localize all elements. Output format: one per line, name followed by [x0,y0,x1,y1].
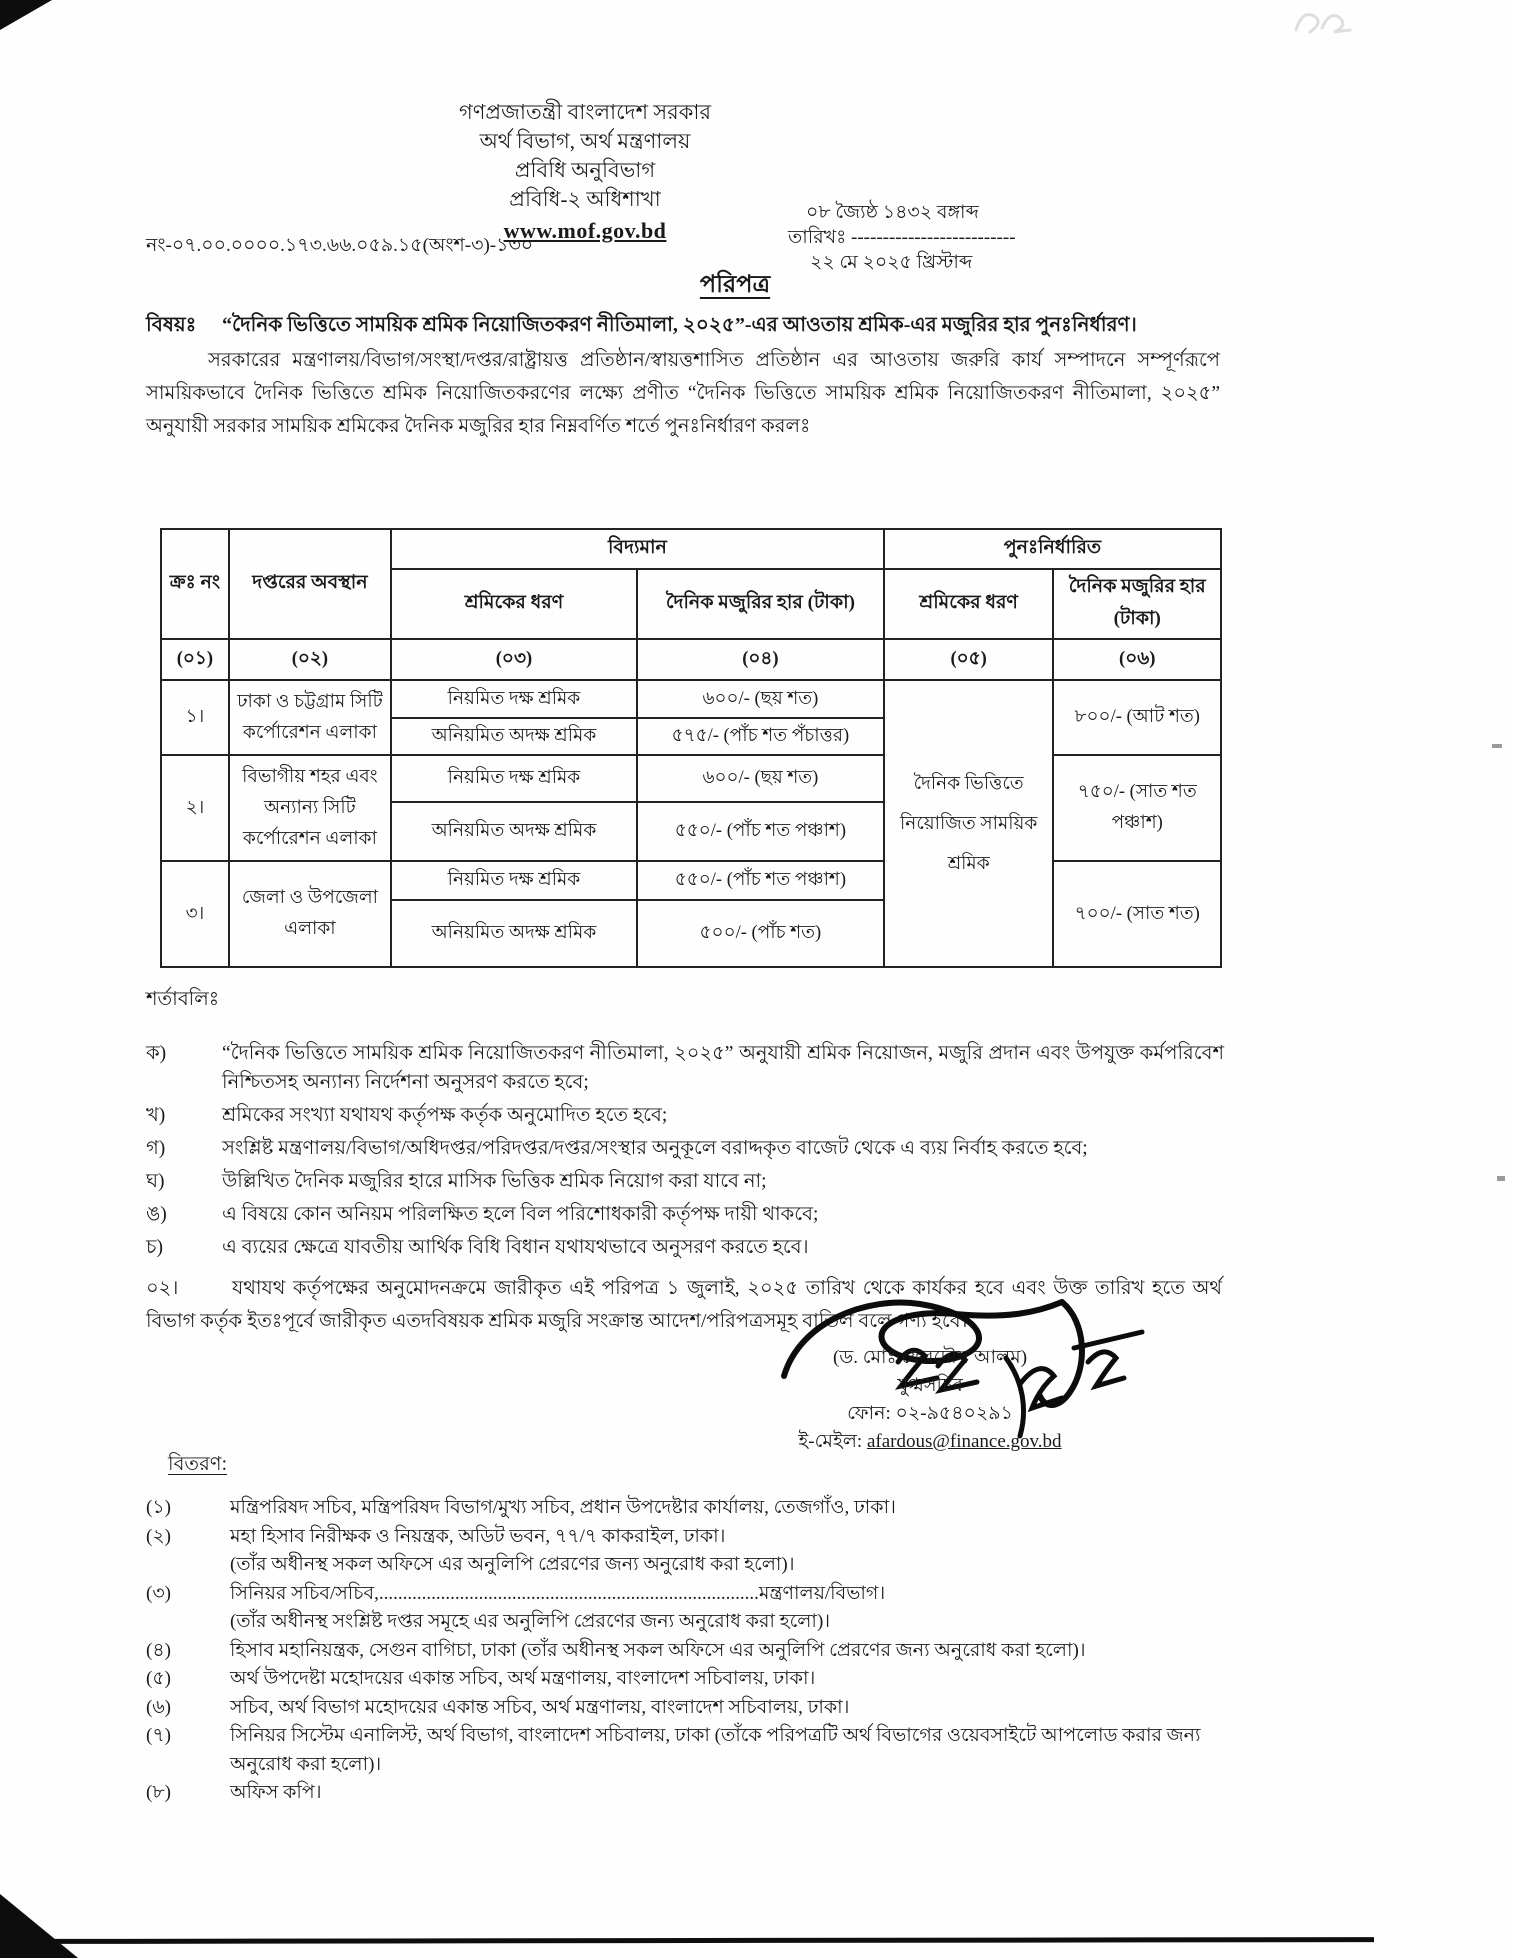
header-location: দপ্তরের অবস্থান [229,529,391,639]
table-row [161,755,1221,802]
distribution-item [146,1779,1226,1808]
header-existing: বিদ্যমান [391,529,884,569]
distribution-text: সচিব, অর্থ বিভাগ মহোদয়ের একান্ত সচিব, অর্থ মন্ত্রণালয়, বাংলাদেশ সচিবালয়, ঢাকা। [230,1696,850,1718]
website-url: www.mof.gov.bd [503,218,667,243]
condition-label: গ) [146,1138,166,1159]
col-number-4: (০৪) [637,639,884,680]
row2-revised-rate: ৭৫০/- (সাত শত পঞ্চাশ) [1053,755,1221,861]
scan-artifact-edge-mark [1497,1176,1505,1181]
distribution-text: সিনিয়র সচিব/সচিব,................................................................................মন্ত্রণালয়/বিভাগ। [230,1582,886,1604]
distribution-number: (৭) [146,1725,172,1746]
condition-text: শ্রমিকের সংখ্যা যথাযথ কর্তৃপক্ষ কর্তৃক অনুমোদিত হতে হবে; [222,1105,668,1126]
header-daily-rate-existing: দৈনিক মজুরির হার (টাকা) [637,569,884,639]
org-line-wing: প্রবিধি অনুবিভাগ [514,158,656,182]
scan-artifact-edge-mark [1492,744,1502,748]
condition-label: খ) [146,1105,166,1126]
row2-rate-unskilled: ৫৫০/- (পাঁচ শত পঞ্চাশ) [637,802,884,861]
col-number-1: (০১) [161,639,229,680]
row1-type-skilled: নিয়মিত দক্ষ শ্রমিক [391,680,637,718]
distribution-number: (২) [146,1525,172,1547]
scan-artifact-bottom-left [0,1894,78,1958]
condition-label: ঙ) [146,1204,167,1225]
condition-item [146,1101,1224,1130]
email-label: ই-মেইল: [798,1431,863,1452]
row2-type-unskilled: অনিয়মিত অদক্ষ শ্রমিক [391,802,637,861]
condition-item [146,1233,1224,1262]
wage-table [160,528,1222,968]
table-row [161,861,1221,900]
subject-text: “দৈনিক ভিত্তিতে সাময়িক শ্রমিক নিয়োজিতকরণ নীতিমালা, ২০২৫”-এর আওতায় শ্রমিক-এর মজুরির হার পুনঃনির্ধারণ। [222,314,1137,336]
row1-rate-skilled: ৬০০/- (ছয় শত) [637,680,884,718]
col-number-3: (০৩) [391,639,637,680]
reference-number: নং-০৭.০০.০০০০.১৭৩.৬৬.০৫৯.১৫(অংশ-৩)-১৩০ [146,235,534,256]
col-number-2: (০২) [229,639,391,680]
signatory-phone: ফোন: ০২-৯৫৪০২৯১ [847,1403,1013,1424]
condition-text: সংশ্লিষ্ট মন্ত্রণালয়/বিভাগ/অধিদপ্তর/পরিদপ্তর/দপ্তর/সংস্থার অনুকূলে বরাদ্দকৃত বাজেট থেকে এ ব্যয় নির্বাহ করতে হবে; [222,1138,1088,1159]
distribution-heading: বিতরণ: [168,1454,227,1475]
row2-rate-skilled: ৬০০/- (ছয় শত) [637,755,884,802]
distribution-item-continuation [146,1551,1226,1580]
distribution-number [146,1551,230,1580]
date-bangla: ০৮ জ্যৈষ্ঠ ১৪৩২ বঙ্গাব্দ [806,202,979,223]
distribution-number: (১) [146,1497,171,1518]
subject-row [146,310,1226,343]
distribution-number: (৩) [146,1582,172,1604]
distribution-item [146,1523,1226,1552]
condition-item [146,1167,1224,1196]
distribution-number: (৮) [146,1782,171,1803]
header-revised: পুনঃনির্ধারিত [884,529,1221,569]
condition-label: ঘ) [146,1171,165,1192]
distribution-number [146,1608,230,1637]
distribution-item [146,1694,1226,1723]
row3-rate-skilled: ৫৫০/- (পাঁচ শত পঞ্চাশ) [637,861,884,900]
distribution-text: অর্থ উপদেষ্টা মহোদয়ের একান্ত সচিব, অর্থ মন্ত্রণালয়, বাংলাদেশ সচিবালয়, ঢাকা। [230,1668,816,1689]
row3-serial: ৩। [161,861,229,967]
date-gregorian: ২২ মে ২০২৫ খ্রিস্টাব্দ [810,252,973,273]
email-address: afardous@finance.gov.bd [866,1431,1062,1452]
row1-type-unskilled: অনিয়মিত অদক্ষ শ্রমিক [391,718,637,755]
distribution-text: হিসাব মহানিয়ন্ত্রক, সেগুন বাগিচা, ঢাকা (তাঁর অধীনস্থ সকল অফিসে এর অনুলিপি প্রেরণের জন্য অনুরোধ করা হলো)। [230,1639,1086,1661]
scan-artifact-smudge [1288,2,1358,44]
distribution-number: (৬) [146,1696,172,1718]
date-block [788,200,1016,275]
org-line-government: গণপ্রজাতন্ত্রী বাংলাদেশ সরকার [458,100,712,124]
scan-artifact-bottom-line [54,1937,1374,1944]
distribution-text: অফিস কপি। [230,1782,322,1803]
paragraph-number: ০২। [146,1278,179,1299]
condition-item [146,1134,1224,1163]
row1-revised-rate: ৮০০/- (আট শত) [1053,680,1221,755]
org-line-branch: প্রবিধি-২ অধিশাখা [509,187,661,211]
row2-type-skilled: নিয়মিত দক্ষ শ্রমিক [391,755,637,802]
row1-serial: ১। [161,680,229,755]
revised-worker-type-cell: দৈনিক ভিত্তিতে নিয়োজিত সাময়িক শ্রমিক [884,680,1054,967]
row3-location: জেলা ও উপজেলা এলাকা [229,861,391,967]
distribution-item [146,1494,1226,1523]
signatory-name: (ড. মোঃ ফেরদৌস আলম) [832,1347,1028,1368]
col-number-5: (০৫) [884,639,1054,680]
condition-label: ক) [146,1043,167,1064]
header-worker-type-existing: শ্রমিকের ধরণ [391,569,637,639]
table-header-row-1 [161,529,1221,569]
row3-rate-unskilled: ৫০০/- (পাঁচ শত) [637,900,884,967]
distribution-item [146,1580,1226,1609]
distribution-number: (৫) [146,1668,171,1689]
distribution-item [146,1665,1226,1694]
signatory-block [720,1344,1140,1456]
date-label: তারিখঃ -------------------------- [788,227,1016,248]
row3-revised-rate: ৭০০/- (সাত শত) [1053,861,1221,967]
distribution-text: মন্ত্রিপরিষদ সচিব, মন্ত্রিপরিষদ বিভাগ/মুখ্য সচিব, প্রধান উপদেষ্টার কার্যালয়, তেজগাঁও, ঢাকা। [230,1497,896,1518]
header-worker-type-revised: শ্রমিকের ধরণ [884,569,1054,639]
org-line-division: অর্থ বিভাগ, অর্থ মন্ত্রণালয় [479,129,691,153]
distribution-text: সিনিয়র সিস্টেম এনালিস্ট, অর্থ বিভাগ, বাংলাদেশ সচিবালয়, ঢাকা (তাঁকে পরিপত্রটি অর্থ বিভাগের ওয়েবসাইটে আপলোড করার জন্য অনুরোধ করা হলো)। [230,1725,1201,1775]
row1-location: ঢাকা ও চট্টগ্রাম সিটি কর্পোরেশন এলাকা [229,680,391,755]
condition-item [146,1200,1224,1229]
condition-text: “দৈনিক ভিত্তিতে সাময়িক শ্রমিক নিয়োজিতকরণ নীতিমালা, ২০২৫” অনুযায়ী শ্রমিক নিয়োজন, মজুরি প্রদান এবং উপযুক্ত কর্মপরিবেশ নিশ্চিতসহ অন্যান্য নির্দেশনা অনুসরণ করতে হবে; [222,1043,1224,1093]
distribution-section [146,1450,1226,1808]
paragraph-text: যথাযথ কর্তৃপক্ষের অনুমোদনক্রমে জারীকৃত এই পরিপত্র ১ জুলাই, ২০২৫ তারিখ থেকে কার্যকর হবে এবং উক্ত তারিখ হতে অর্থ বিভাগ কর্তৃক ইতঃপূর্বে জারীকৃত এতদবিষয়ক শ্রমিক মজুরি সংক্রান্ত আদেশ/পরিপত্রসমূহ বাতিল বলে গণ্য হবে। [146,1278,1223,1332]
condition-text: উল্লিখিত দৈনিক মজুরির হারে মাসিক ভিত্তিক শ্রমিক নিয়োগ করা যাবে না; [222,1171,767,1192]
distribution-text: (তাঁর অধীনস্থ সকল অফিসে এর অনুলিপি প্রেরণের জন্য অনুরোধ করা হলো)। [230,1554,795,1575]
table-row [161,680,1221,718]
col-number-6: (০৬) [1053,639,1221,680]
header-daily-rate-revised: দৈনিক মজুরির হার (টাকা) [1053,569,1221,639]
signatory-designation: যুগ্মসচিব [897,1375,963,1396]
distribution-item [146,1637,1226,1666]
condition-text: এ বিষয়ে কোন অনিয়ম পরিলক্ষিত হলে বিল পরিশোধকারী কর্তৃপক্ষ দায়ী থাকবে; [222,1204,819,1225]
header-serial: ক্রঃ নং [161,529,229,639]
row1-rate-unskilled: ৫৭৫/- (পাঁচ শত পঁচাত্তর) [637,718,884,755]
document-title: পরিপত্র [699,272,771,298]
row2-serial: ২। [161,755,229,861]
scan-artifact-top-left [0,0,52,30]
conditions-heading: শর্তাবলিঃ [146,989,220,1010]
condition-label: চ) [146,1237,164,1258]
row3-type-skilled: নিয়মিত দক্ষ শ্রমিক [391,861,637,900]
row2-location: বিভাগীয় শহর এবং অন্যান্য সিটি কর্পোরেশন এলাকা [229,755,391,861]
condition-item [146,1039,1224,1097]
distribution-item-continuation [146,1608,1226,1637]
distribution-item [146,1722,1226,1779]
condition-text: এ ব্যয়ের ক্ষেত্রে যাবতীয় আর্থিক বিধি বিধান যথাযথভাবে অনুসরণ করতে হবে। [222,1237,809,1258]
distribution-number: (৪) [146,1639,171,1661]
intro-paragraph: সরকারের মন্ত্রণালয়/বিভাগ/সংস্থা/দপ্তর/রাষ্ট্রায়ত্ত প্রতিষ্ঠান/স্বায়ত্তশাসিত প্রতিষ্ঠান এর আওতায় জরুরি কার্য সম্পাদনে সম্পূর্ণরূপে সাময়িকভাবে দৈনিক ভিত্তিতে শ্রমিক নিয়োজিতকরণের লক্ষ্যে প্রণীত “দৈনিক ভিত্তিতে সাময়িক শ্রমিক নিয়োজিতকরণ নীতিমালা, ২০২৫” অনুযায়ী সরকার সাময়িক শ্রমিকের দৈনিক মজুরির হার নিম্নবর্ণিত শর্তে পুনঃনির্ধারণ করলঃ [146,350,1220,437]
distribution-text: (তাঁর অধীনস্থ সংশ্লিষ্ট দপ্তর সমূহে এর অনুলিপি প্রেরণের জন্য অনুরোধ করা হলো)। [230,1611,831,1632]
row3-type-unskilled: অনিয়মিত অদক্ষ শ্রমিক [391,900,637,967]
distribution-text: মহা হিসাব নিরীক্ষক ও নিয়ন্ত্রক, অডিট ভবন, ৭৭/৭ কাকরাইল, ঢাকা। [230,1525,726,1547]
subject-label: বিষয়ঃ [146,314,197,336]
table-column-numbers-row [161,639,1221,680]
conditions-section [146,985,1224,1266]
